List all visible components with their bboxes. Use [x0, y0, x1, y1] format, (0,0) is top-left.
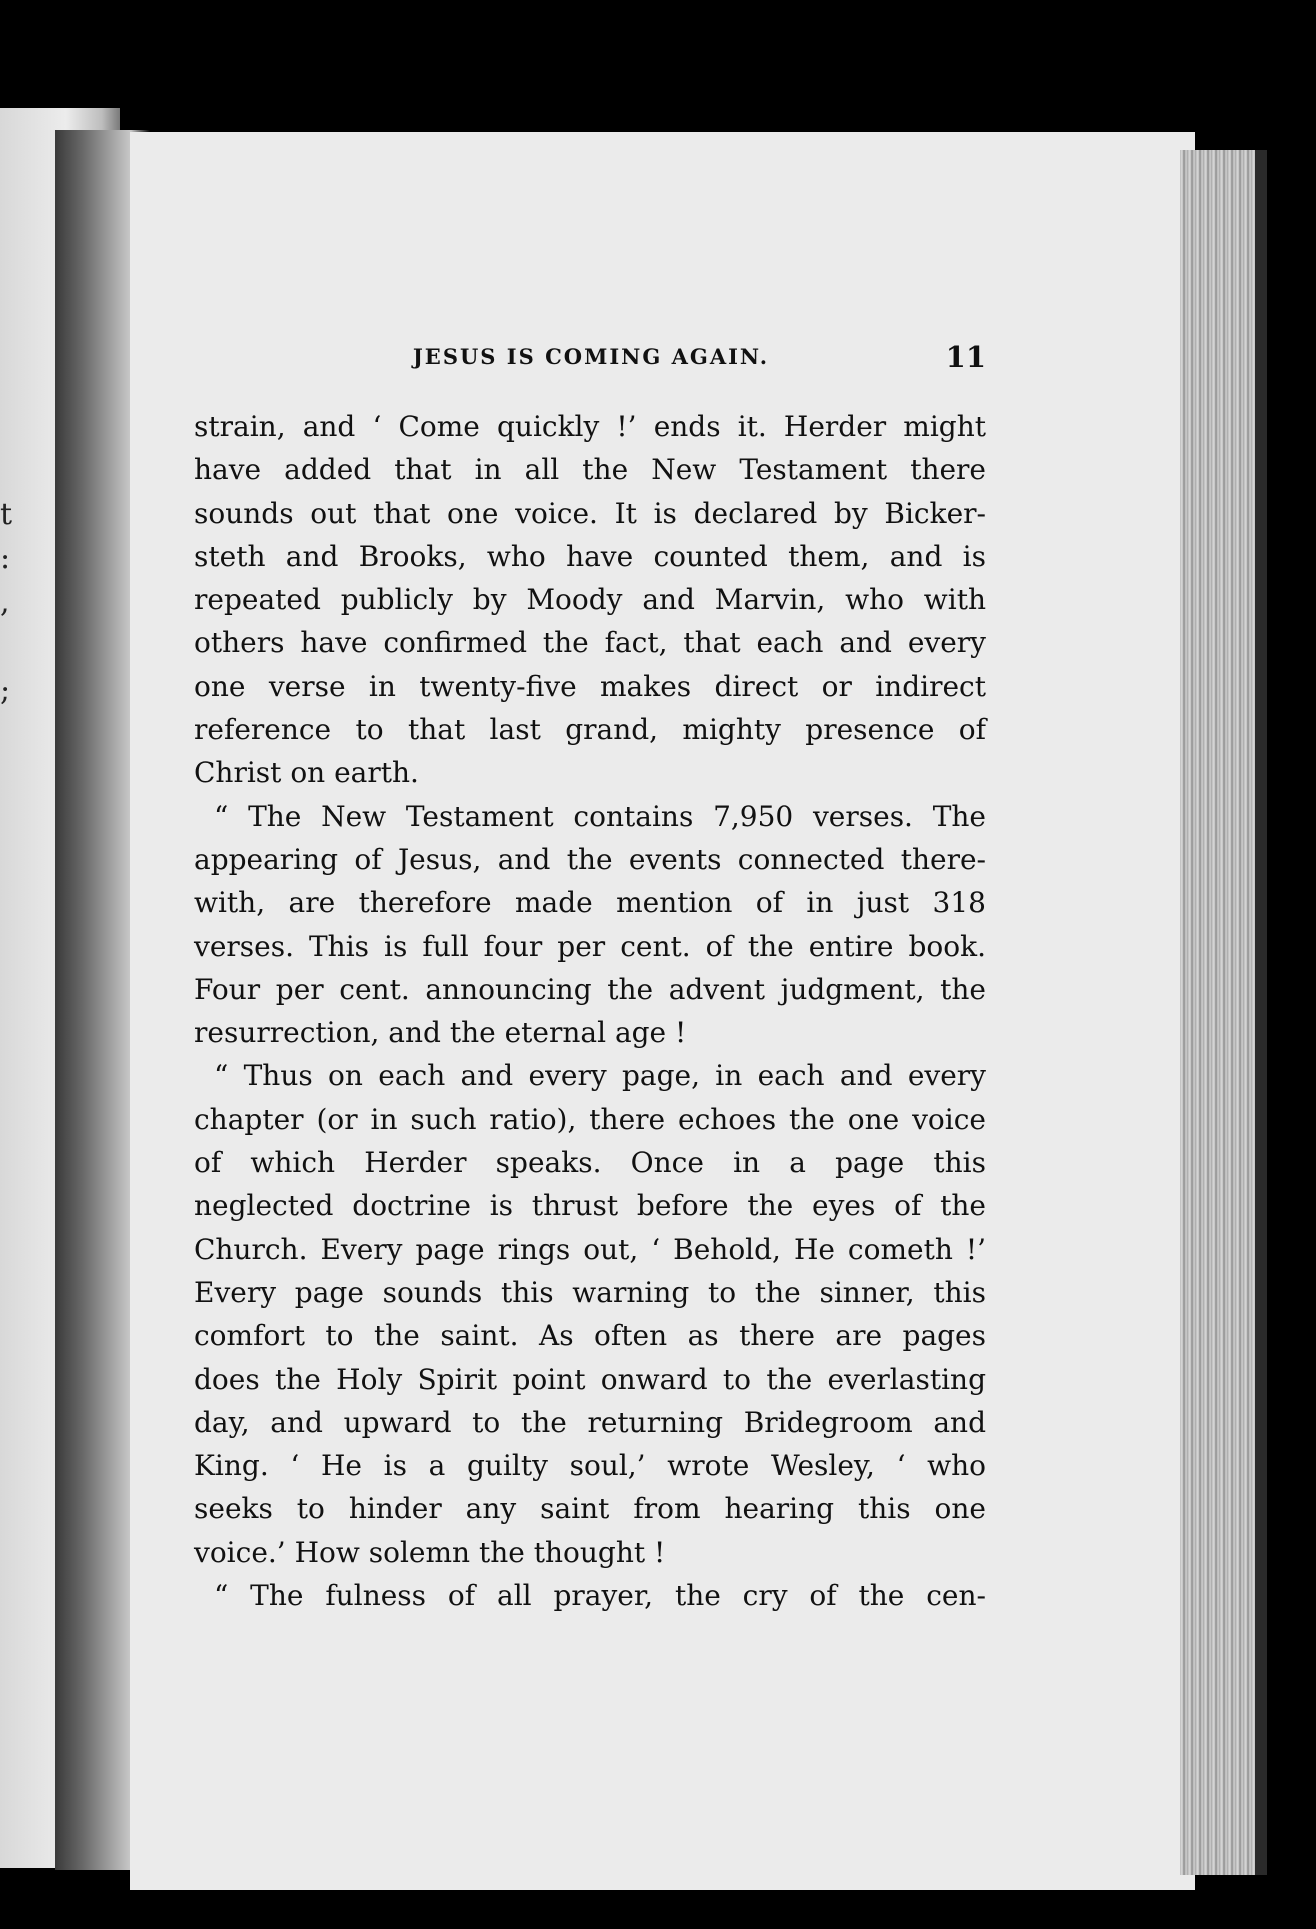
body-text — [194, 405, 986, 1617]
text-line: one verse in twenty-five makes direct or indirect — [194, 669, 986, 703]
text-line: Church. Every page rings out, ‘ Behold, He cometh !’ — [194, 1232, 986, 1266]
facing-page-fragment: ; — [0, 673, 11, 708]
running-head-title: JESUS IS COMING AGAIN. — [412, 344, 770, 369]
facing-page-fragment — [0, 625, 20, 669]
text-line: strain, and ‘ Come quickly !’ ends it. Herder might — [194, 410, 986, 443]
text-line: with, are therefore made mention of in just 318 — [194, 886, 986, 920]
text-line: does the Holy Spirit point onward to the everlasting — [194, 1362, 986, 1396]
text-line: reference to that last grand, mighty presence of — [194, 713, 986, 747]
text-line: sounds out that one voice. It is declared by Bicker- — [194, 496, 986, 530]
facing-page-fragment: : — [0, 541, 11, 576]
text-line: “ The fulness of all prayer, the cry of the cen- — [214, 1579, 986, 1613]
page-number: 11 — [945, 340, 986, 374]
text-line: comfort to the saint. As often as there are pages — [194, 1319, 986, 1353]
text-line: Four per cent. announcing the advent judgment, the — [194, 972, 986, 1006]
text-line: have added that in all the New Testament there — [194, 453, 986, 487]
text-line: chapter (or in such ratio), there echoes the one voice — [194, 1102, 986, 1136]
text-line: day, and upward to the returning Bridegroom and — [194, 1405, 986, 1439]
text-line: appearing of Jesus, and the events connected there- — [194, 842, 986, 876]
page-block-edge — [1180, 150, 1260, 1875]
text-line: repeated publicly by Moody and Marvin, who with — [194, 583, 986, 617]
text-line: resurrection, and the eternal age ! — [194, 1016, 687, 1050]
text-line: Every page sounds this warning to the sinner, this — [194, 1275, 986, 1309]
text-line: others have confirmed the fact, that each and every — [194, 626, 986, 660]
facing-page-text-fragments — [0, 493, 20, 713]
page-block-shadow — [1255, 150, 1267, 1875]
text-line: verses. This is full four per cent. of the entire book. — [194, 929, 986, 963]
running-head — [196, 337, 986, 377]
text-line: “ The New Testament contains 7,950 verses. The — [214, 799, 986, 833]
facing-page-fragment: t — [0, 497, 13, 532]
text-line: King. ‘ He is a guilty soul,’ wrote Wesley, ‘ who — [194, 1449, 986, 1483]
text-line: steth and Brooks, who have counted them, and is — [194, 539, 986, 573]
text-line: of which Herder speaks. Once in a page this — [194, 1146, 986, 1180]
facing-page-fragment: , — [0, 585, 10, 620]
text-line: “ Thus on each and every page, in each and every — [214, 1059, 986, 1093]
text-line: voice.’ How solemn the thought ! — [194, 1535, 666, 1569]
text-line: neglected doctrine is thrust before the eyes of the — [194, 1189, 986, 1223]
text-line: seeks to hinder any saint from hearing this one — [194, 1492, 986, 1526]
text-line: Christ on earth. — [194, 756, 419, 790]
